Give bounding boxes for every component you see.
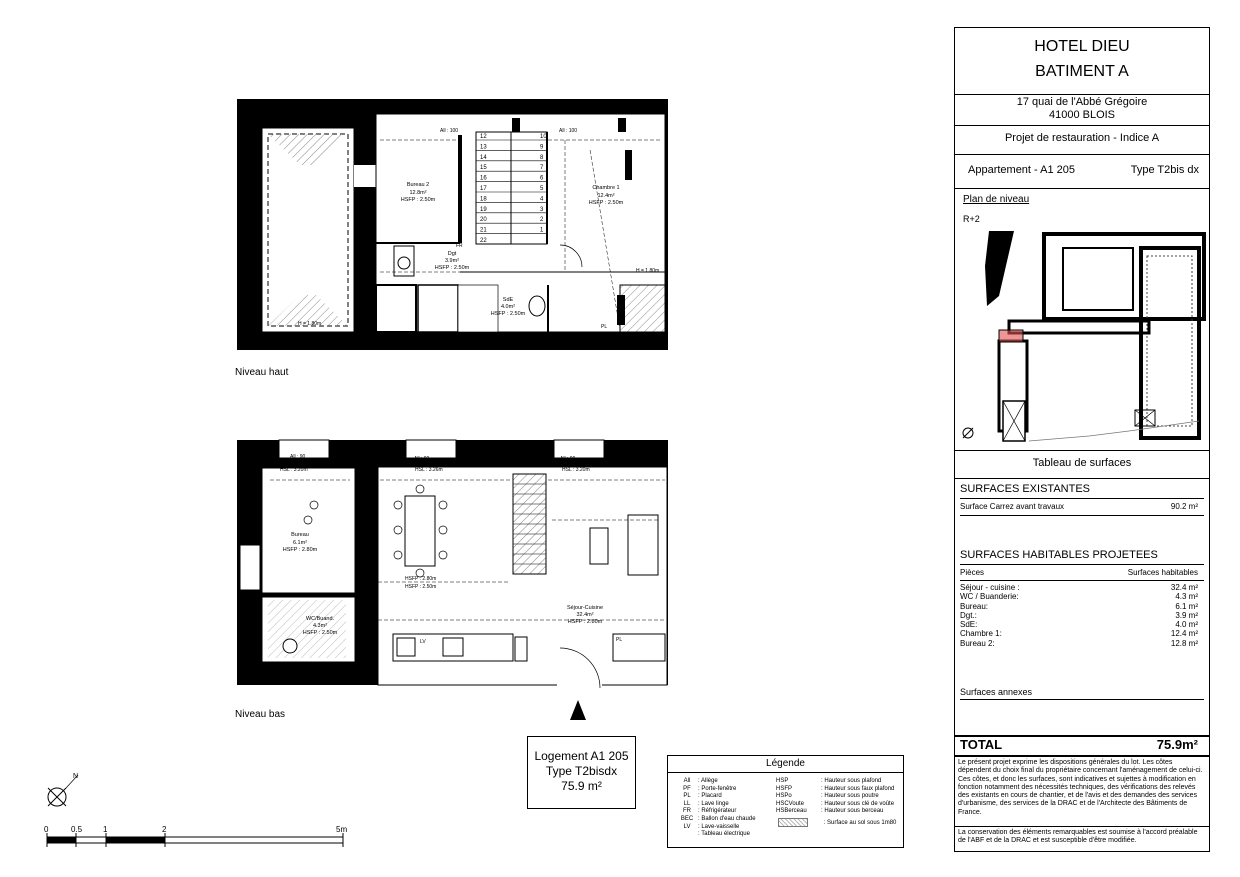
stair-step-number: 18	[480, 196, 487, 203]
entrance-arrow-icon	[570, 700, 586, 720]
legend-code: All	[683, 778, 691, 784]
legend-desc: : Allège	[698, 778, 718, 784]
svg-text:HSFP : 2.50m: HSFP : 2.50m	[434, 265, 470, 271]
legend-item	[676, 808, 756, 816]
scale-tick: 0	[44, 825, 49, 834]
room-name: WC / Buanderie:	[960, 592, 1019, 602]
stair-step-number: 1	[540, 227, 544, 234]
legend-desc: : Tableau électrique	[698, 831, 750, 838]
upper-level-label: Niveau haut	[235, 367, 289, 378]
lower-all-b: All : 90	[414, 456, 430, 462]
lower-all-c: All : 90	[560, 456, 576, 462]
legend-item	[676, 824, 756, 832]
legend-right-list	[776, 778, 894, 816]
lower-pl: PL	[616, 637, 623, 643]
svg-text:HSFP : 2.80m: HSFP : 2.80m	[282, 547, 318, 553]
north-arrow-icon	[48, 773, 78, 806]
legend-desc: : Hauteur sous poutre	[821, 793, 879, 800]
svg-text:6.1m²: 6.1m²	[292, 540, 308, 546]
svg-text:HSFP : 2.80m: HSFP : 2.80m	[567, 619, 603, 625]
lower-all-a: All : 90	[290, 454, 306, 460]
room-row	[960, 611, 1198, 620]
room-name: SdE:	[960, 620, 978, 630]
stair-step-number: 17	[480, 186, 487, 192]
legend-desc: : Lave-vaisselle	[698, 823, 740, 830]
hatch-swatch	[778, 818, 808, 827]
legend-item	[676, 778, 756, 786]
upper-all-1: All : 100	[440, 128, 459, 134]
room-area: 12.8 m²	[1170, 638, 1198, 648]
upper-level-plan	[237, 99, 668, 350]
upper-all-2: All : 100	[559, 128, 578, 134]
existing-surfaces-heading: SURFACES EXISTANTES	[960, 483, 1090, 495]
legend-item	[676, 816, 756, 824]
svg-text:HSFP : 2.50m: HSFP : 2.50m	[588, 200, 624, 206]
room-area: 12.4 m²	[1170, 629, 1198, 639]
upper-pl: PL	[601, 324, 608, 330]
plan-title: Plan de niveau	[963, 194, 1030, 205]
legend-item	[676, 786, 756, 794]
legend-item	[776, 786, 894, 794]
highlighted-apartment	[999, 330, 1023, 342]
legend-left-list	[676, 778, 756, 839]
legend-desc: : Réfrigérateur	[698, 808, 737, 815]
legend-desc: : Lave linge	[698, 800, 729, 807]
lower-hsl-b: HSL : 3.26m	[415, 467, 443, 473]
title-block	[954, 27, 1210, 852]
legend-desc: : Hauteur sous plafond	[821, 778, 882, 784]
legend-desc: : Porte-fenêtre	[698, 785, 737, 792]
room-name: Bureau 2:	[960, 638, 995, 648]
logement-box	[527, 736, 636, 809]
legend-code: BEC	[680, 815, 694, 822]
stair-step-number: 13	[480, 144, 487, 151]
svg-text:32.4m²: 32.4m²	[576, 612, 594, 618]
svg-text:Chambre 1: Chambre 1	[592, 185, 620, 191]
legend-desc: : Placard	[698, 793, 722, 800]
svg-text:4.0m²: 4.0m²	[500, 304, 516, 310]
svg-text:SdE: SdE	[502, 297, 514, 303]
scale-tick: 0.5	[71, 825, 83, 834]
legend-item	[676, 793, 756, 801]
projected-surfaces-heading: SURFACES HABITABLES PROJETEES	[960, 549, 1158, 561]
legend-item	[776, 778, 894, 786]
legend-code: HSBerceau	[776, 808, 807, 815]
legend-box	[667, 755, 904, 848]
svg-text:12.8m²: 12.8m²	[409, 190, 427, 196]
room-row	[960, 639, 1198, 648]
apartment-label: Appartement - A1 205	[968, 164, 1076, 176]
upper-h-attic: H = 1.80m	[298, 321, 322, 327]
svg-text:Séjour-Cuisine: Séjour-Cuisine	[566, 605, 604, 611]
svg-text:HSFP : 2.50m: HSFP : 2.50m	[400, 197, 436, 203]
room-area: 3.9 m²	[1175, 610, 1198, 620]
stair-step-number: 19	[480, 206, 487, 213]
stair-step-number: 14	[480, 154, 487, 161]
stair-step-number: 8	[540, 154, 544, 161]
stair-step-number: 3	[540, 206, 544, 213]
legend-desc: : Hauteur sous faux plafond	[821, 785, 895, 792]
legend-desc: : Hauteur sous berceau	[821, 808, 884, 815]
room-row	[960, 583, 1198, 592]
surfaces-table-title: Tableau de surfaces	[1032, 457, 1132, 469]
stair-step-number: 9	[540, 144, 544, 151]
legend-code: LV	[683, 823, 691, 830]
scale-bar	[44, 825, 347, 847]
site-plan	[959, 226, 1207, 448]
svg-text:12.4m²: 12.4m²	[597, 193, 615, 199]
lower-hsl-c: HSL : 3.20m	[562, 467, 590, 473]
stair-step-number: 4	[540, 196, 544, 203]
level-label: R+2	[963, 214, 980, 224]
svg-text:N: N	[73, 773, 79, 780]
stair-step-number: 15	[480, 165, 487, 172]
lower-lv: LV	[420, 639, 426, 645]
existing-surface-value: 90.2 m²	[1170, 502, 1198, 511]
scale-tick: 2	[162, 825, 167, 834]
legend-item	[776, 793, 894, 801]
address-line-2: 41000 BLOIS	[1048, 109, 1116, 121]
room-area: 4.3 m²	[1175, 592, 1198, 602]
rooms-column-header: Pièces	[960, 568, 985, 577]
svg-text:3.9m²: 3.9m²	[444, 258, 460, 264]
legend-code: HSP	[776, 778, 789, 784]
legend-desc: : Ballon d'eau chaude	[698, 815, 756, 822]
room-name: Séjour - cuisine :	[960, 583, 1020, 592]
legend-desc: : Hauteur sous clé de voûte	[821, 800, 895, 807]
logement-type: Type T2bisdx	[545, 764, 618, 778]
total-label: TOTAL	[960, 737, 1003, 752]
room-name: Bureau:	[960, 601, 989, 611]
logement-area: 75.9 m²	[561, 779, 602, 793]
lower-level-label: Niveau bas	[235, 709, 286, 720]
lower-level-plan	[237, 440, 668, 688]
surfaces-column-header: Surfaces habitables	[1127, 568, 1198, 577]
svg-text:HSFP : 2.50m: HSFP : 2.50m	[302, 630, 338, 636]
room-area: 4.0 m²	[1175, 620, 1198, 630]
disclaimer-text: Le présent projet exprime les dispositions générales du lot. Les côtes dépendent du choix final du propriétaire concernant l'aménagement de celui-ci. Ces côtes, et donc les surfaces, sont indicatives et sujettes à modification en fonction notamment des nécessités techniques, des vérifications des relevés des existants en cours de chantier, et de l'avis et des demandes des services d'urbanisme, des services de la DRAC et de l'Architecte des Bâtiments de France.	[958, 759, 1203, 816]
svg-text:4.3m²: 4.3m²	[312, 623, 328, 629]
stair-step-number: 5	[540, 186, 544, 192]
svg-text:Bureau: Bureau	[291, 532, 309, 538]
total-value: 75.9m²	[1156, 737, 1198, 752]
svg-text:Bureau 2: Bureau 2	[406, 182, 430, 188]
legend-item	[776, 801, 894, 809]
room-row	[960, 602, 1198, 611]
project-title-1: HOTEL DIEU	[1034, 38, 1130, 55]
stair-step-number: 10	[540, 134, 547, 140]
legend-hatch-row	[778, 818, 896, 827]
room-name: Chambre 1:	[960, 629, 1002, 639]
svg-text:WC/Buand.: WC/Buand.	[305, 616, 335, 622]
existing-surface-label: Surface Carrez avant travaux	[960, 502, 1065, 511]
legend-code: HSFP	[776, 785, 793, 792]
legend-item	[676, 831, 756, 839]
scale-tick: 5m	[336, 825, 348, 834]
stair-step-number: 20	[480, 217, 487, 224]
room-row	[960, 620, 1198, 629]
lower-hsfp-b: HSFP : 2.50m	[405, 584, 437, 590]
apartment-type: Type T2bis dx	[1130, 164, 1199, 176]
scale-tick: 1	[103, 825, 108, 834]
upper-fr: FR	[456, 243, 463, 249]
legend-code: HSPo	[776, 793, 792, 800]
legend-hatch-text: : Surface au sol sous 1m80	[823, 820, 897, 827]
project-title-2: BATIMENT A	[1035, 63, 1129, 80]
legend-code: LL	[683, 800, 691, 807]
stair-step-number: 16	[480, 175, 487, 182]
room-name: Dgt.:	[960, 610, 977, 620]
project-phase: Projet de restauration - Indice A	[1004, 132, 1160, 144]
legend-item	[776, 808, 894, 816]
legend-code: PF	[683, 785, 691, 792]
stair-step-number: 22	[480, 238, 487, 244]
legend-code: HSCVoute	[776, 800, 805, 807]
room-area: 6.1 m²	[1175, 601, 1198, 611]
room-area: 32.4 m²	[1170, 583, 1198, 592]
legend-code: PL	[683, 793, 691, 800]
stair-step-number: 12	[480, 134, 487, 140]
lower-hsl-a: HSL : 3.20m	[280, 467, 308, 473]
annex-surfaces-heading: Surfaces annexes	[960, 687, 1033, 697]
stair-step-number: 7	[540, 165, 544, 172]
logement-title: Logement A1 205	[534, 749, 629, 763]
svg-text:HSFP : 2.50m: HSFP : 2.50m	[490, 311, 526, 317]
stair-step-number: 2	[540, 217, 544, 224]
address-line-1: 17 quai de l'Abbé Grégoire	[1016, 96, 1148, 108]
legend-code: FR	[683, 808, 691, 815]
lower-hsfp-a: HSFP : 2.80m	[405, 576, 437, 582]
upper-h-right: H = 1.80m	[636, 268, 660, 274]
svg-text:Dgt: Dgt	[447, 251, 457, 257]
room-row	[960, 592, 1198, 601]
legend-item	[676, 801, 756, 809]
stair-step-number: 21	[480, 227, 487, 234]
conservation-note: La conservation des éléments remarquables est soumise à l'accord préalable de l'ABF et de la DRAC et est susceptible d'être modifiée.	[958, 829, 1198, 845]
rooms-list	[960, 583, 1198, 648]
stair-step-number: 6	[540, 175, 544, 182]
legend-title: Légende	[668, 756, 903, 773]
room-row	[960, 629, 1198, 638]
